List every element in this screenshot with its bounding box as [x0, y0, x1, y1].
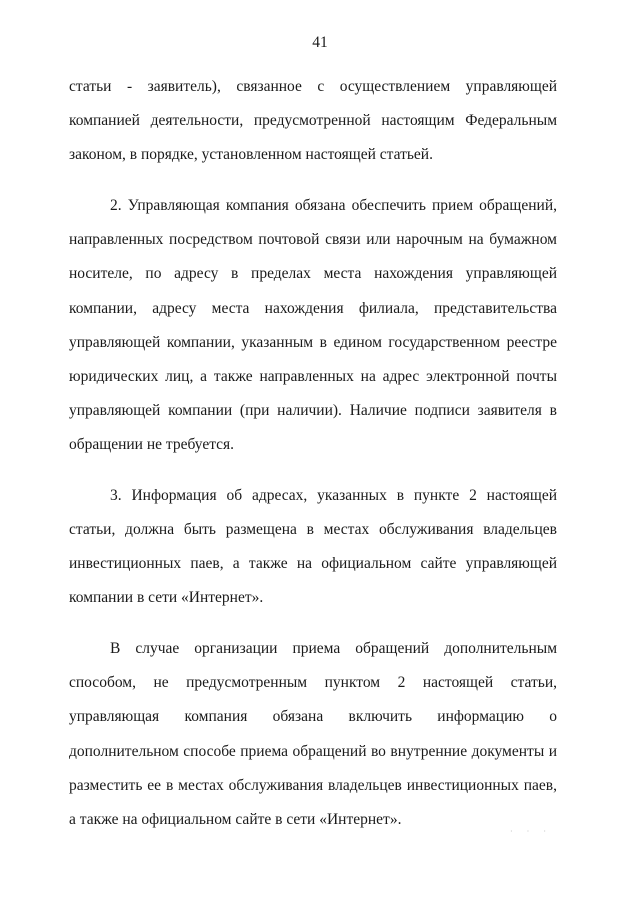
paragraph-continuation: статьи - заявитель), связанное с осуществлением управляющей компанией деятельности, предусмотренной настоящим Федеральным законом, в порядке, установленном настоящей статьей. [69, 78, 557, 164]
page-number: 41 [312, 34, 328, 51]
document-body [69, 70, 557, 837]
paragraph-additional-method: В случае организации приема обращений дополнительным способом, не предусмотренным пунктом 2 настоящей статьи, управляющая компания обязана включить информацию о дополнительном способе приема обращений во внутренние документы и разместить ее в местах обслуживания владельцев инвестиционных паев, а также на официальном сайте в сети «Интернет». [69, 639, 557, 828]
scan-noise: · · · [510, 827, 552, 836]
paragraph-item-3: 3. Информация об адресах, указанных в пункте 2 настоящей статьи, должна быть размещена в местах обслуживания владельцев инвестиционных паев, а также на официальном сайте управляющей компании в сети «Интернет». [69, 486, 557, 607]
paragraph-item-2: 2. Управляющая компания обязана обеспечить прием обращений, направленных посредством почтовой связи или нарочным на бумажном носителе, по адресу в пределах места нахождения управляющей компании, адресу места нахождения филиала, представительства управляющей компании, указанным в едином государственном реестре юридических лиц, а также направленных на адрес электронной почты управляющей компании (при наличии). Наличие подписи заявителя в обращении не требуется. [69, 196, 557, 454]
